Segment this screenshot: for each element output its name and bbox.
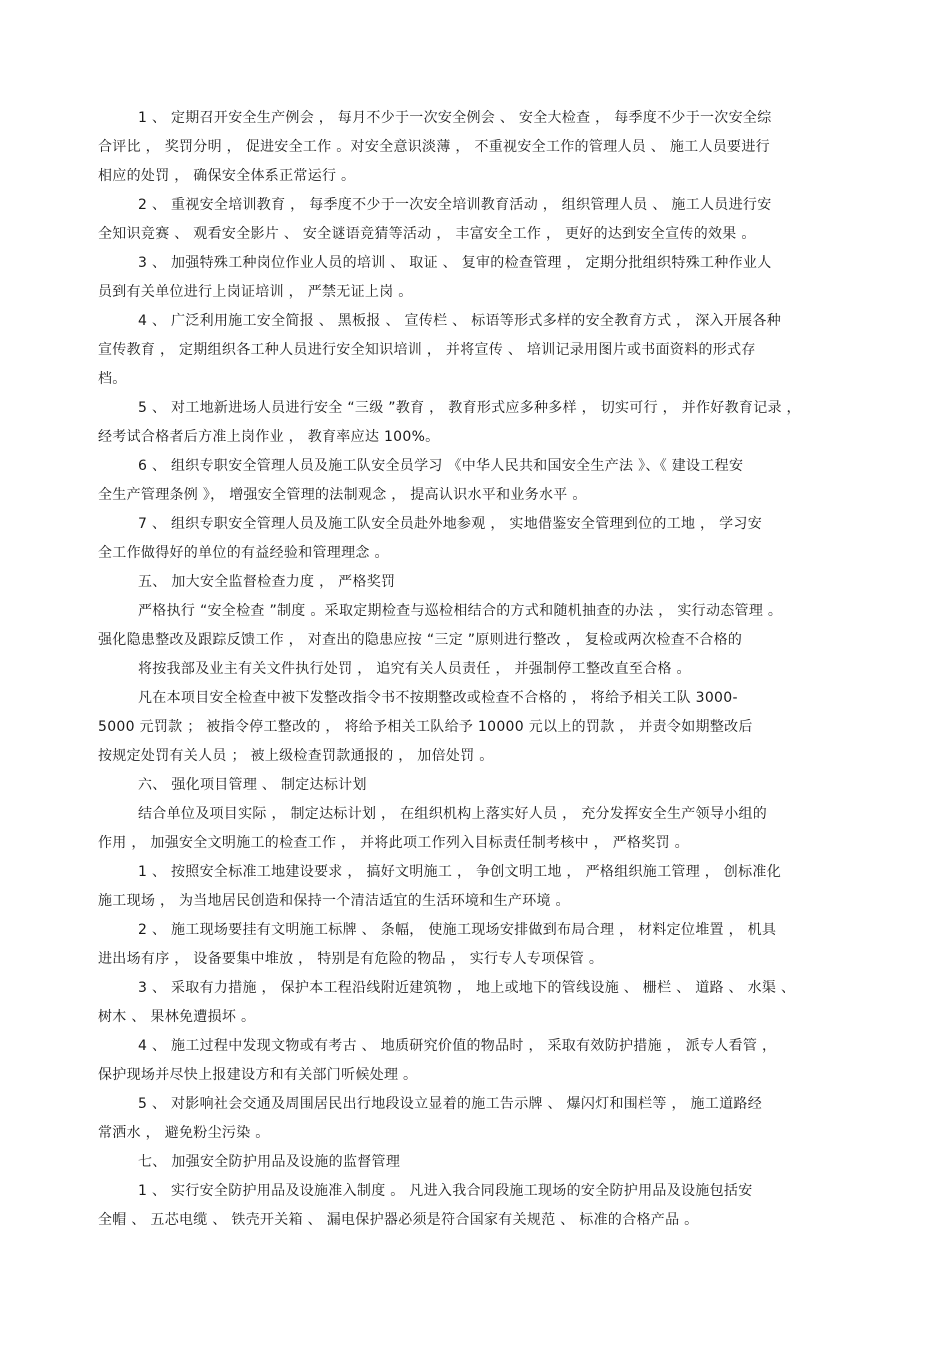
text-line: 结合单位及项目实际 ， 制定达标计划 ， 在组织机构上落实好人员 ， 充分发挥安全生产领导小组的 (138, 806, 768, 822)
text-line: 员到有关单位进行上岗证培训 ， 严禁无证上岗 。 (98, 284, 413, 300)
text-line: 严格执行 “安全检查 ”制度 。采取定期检查与巡检相结合的方式和随机抽查的办法 ， 实行动态管理 。 (138, 603, 783, 619)
section-heading: 五、 加大安全监督检查力度 ， 严格奖罚 (138, 574, 396, 590)
text-line: 保护现场并尽快上报建设方和有关部门听候处理 。 (98, 1067, 418, 1083)
section-heading-6 (98, 771, 843, 800)
paragraph-15 (98, 1032, 843, 1090)
section-heading: 六、 强化项目管理 、 制定达标计划 (138, 777, 367, 793)
text-line: 宣传教育 ， 定期组织各工种人员进行安全知识培训 ， 并将宣传 、 培训记录用图片或书面资料的形式存 (98, 342, 756, 358)
text-line: 强化隐患整改及跟踪反馈工作 ， 对查出的隐患应按 “三定 ”原则进行整改 ， 复检或两次检查不合格的 (98, 632, 743, 648)
paragraph-3 (98, 249, 843, 307)
paragraph-14 (98, 974, 843, 1032)
paragraph-8 (98, 597, 843, 655)
text-line: 进出场有序 ， 设备要集中堆放 ， 特别是有危险的物品 ， 实行专人专项保管 。 (98, 951, 604, 967)
text-line: 全帽 、 五芯电缆 、 铁壳开关箱 、 漏电保护器必须是符合国家有关规范 、 标准的合格产品 。 (98, 1212, 699, 1228)
text-line: 作用 ， 加强安全文明施工的检查工作 ， 并将此项工作列入目标责任制考核中 ， 严格奖罚 。 (98, 835, 689, 851)
paragraph-6 (98, 452, 843, 510)
text-line: 1 、 按照安全标准工地建设要求 ， 搞好文明施工 ， 争创文明工地 ， 严格组织施工管理 ， 创标准化 (138, 864, 782, 880)
text-line: 常洒水 ， 避免粉尘污染 。 (98, 1125, 270, 1141)
text-line: 施工现场 ， 为当地居民创造和保持一个清洁适宜的生活环境和生产环境 。 (98, 893, 570, 909)
text-line: 经考试合格者后方准上岗作业 ， 教育率应达 100%。 (98, 429, 440, 445)
paragraph-7 (98, 510, 843, 568)
text-line: 将按我部及业主有关文件执行处罚 ， 追究有关人员责任 ， 并强制停工整改直至合格 。 (138, 661, 691, 677)
paragraph-17 (98, 1177, 843, 1235)
text-line: 档。 (98, 371, 127, 387)
text-line: 全生产管理条例 》， 增强安全管理的法制观念 ， 提高认识水平和业务水平 。 (98, 487, 587, 503)
text-line: 3 、 采取有力措施 ， 保护本工程沿线附近建筑物 ， 地上或地下的管线设施 、 栅栏 、 道路 、 水渠 、 (138, 980, 796, 996)
text-line: 5 、 对影响社会交通及周围居民出行地段设立显着的施工告示牌 、 爆闪灯和围栏等 ， 施工道路经 (138, 1096, 763, 1112)
text-line: 3 、 加强特殊工种岗位作业人员的培训 、 取证 、 复审的检查管理 ， 定期分批组织特殊工种作业人 (138, 255, 772, 271)
paragraph-4 (98, 307, 843, 394)
paragraph-5 (98, 394, 843, 452)
paragraph-12 (98, 858, 843, 916)
text-line: 5 、 对工地新进场人员进行安全 “三级 ”教育 ， 教育形式应多种多样 ， 切实可行 ， 并作好教育记录 ， (138, 400, 801, 416)
text-line: 凡在本项目安全检查中被下发整改指令书不按期整改或检查不合格的 ， 将给予相关工队 3000- (138, 690, 738, 706)
section-heading-5 (98, 568, 843, 597)
text-line: 全知识竞赛 、 观看安全影片 、 安全谜语竞猜等活动 ， 丰富安全工作 ， 更好的达到安全宣传的效果 。 (98, 226, 756, 242)
paragraph-2 (98, 191, 843, 249)
paragraph-13 (98, 916, 843, 974)
text-line: 树木 、 果林免遭损坏 。 (98, 1009, 256, 1025)
text-line: 全工作做得好的单位的有益经验和管理理念 。 (98, 545, 389, 561)
paragraph-16 (98, 1090, 843, 1148)
document-page (98, 104, 843, 1235)
paragraph-10 (98, 684, 843, 771)
text-line: 4 、 广泛利用施工安全简报 、 黑板报 、 宣传栏 、 标语等形式多样的安全教育方式 ， 深入开展各种 (138, 313, 782, 329)
paragraph-1 (98, 104, 843, 191)
paragraph-11 (98, 800, 843, 858)
text-line: 5000 元罚款 ； 被指令停工整改的 ， 将给予相关工队给予 10000 元以上的罚款 ， 并责令如期整改后 (98, 719, 753, 735)
text-line: 2 、 重视安全培训教育 ， 每季度不少于一次安全培训教育活动 ， 组织管理人员 、 施工人员进行安 (138, 197, 772, 213)
text-line: 4 、 施工过程中发现文物或有考古 、 地质研究价值的物品时 ， 采取有效防护措施 ， 派专人看管 ， (138, 1038, 777, 1054)
section-heading-7 (98, 1148, 843, 1177)
text-line: 1 、 定期召开安全生产例会 ， 每月不少于一次安全例会 、 安全大检查 ， 每季度不少于一次安全综 (138, 110, 772, 126)
text-line: 2 、 施工现场要挂有文明施工标牌 、 条幅， 使施工现场安排做到布局合理 ， 材料定位堆置 ， 机具 (138, 922, 777, 938)
text-line: 合评比 ， 奖罚分明 ， 促进安全工作 。对安全意识淡薄 ， 不重视安全工作的管理人员 、 施工人员要进行 (98, 139, 770, 155)
text-line: 相应的处罚 ， 确保安全体系正常运行 。 (98, 168, 356, 184)
text-line: 6 、 组织专职安全管理人员及施工队安全员学习 《中华人民共和国安全生产法 》、《 建设工程安 (138, 458, 744, 474)
text-line: 按规定处罚有关人员 ； 被上级检查罚款通报的 ， 加倍处罚 。 (98, 748, 494, 764)
text-line: 1 、 实行安全防护用品及设施准入制度 。 凡进入我合同段施工现场的安全防护用品及设施包括安 (138, 1183, 753, 1199)
paragraph-9 (98, 655, 843, 684)
text-line: 7 、 组织专职安全管理人员及施工队安全员赴外地参观 ， 实地借鉴安全管理到位的工地 ， 学习安 (138, 516, 763, 532)
section-heading: 七、 加强安全防护用品及设施的监督管理 (138, 1154, 401, 1170)
